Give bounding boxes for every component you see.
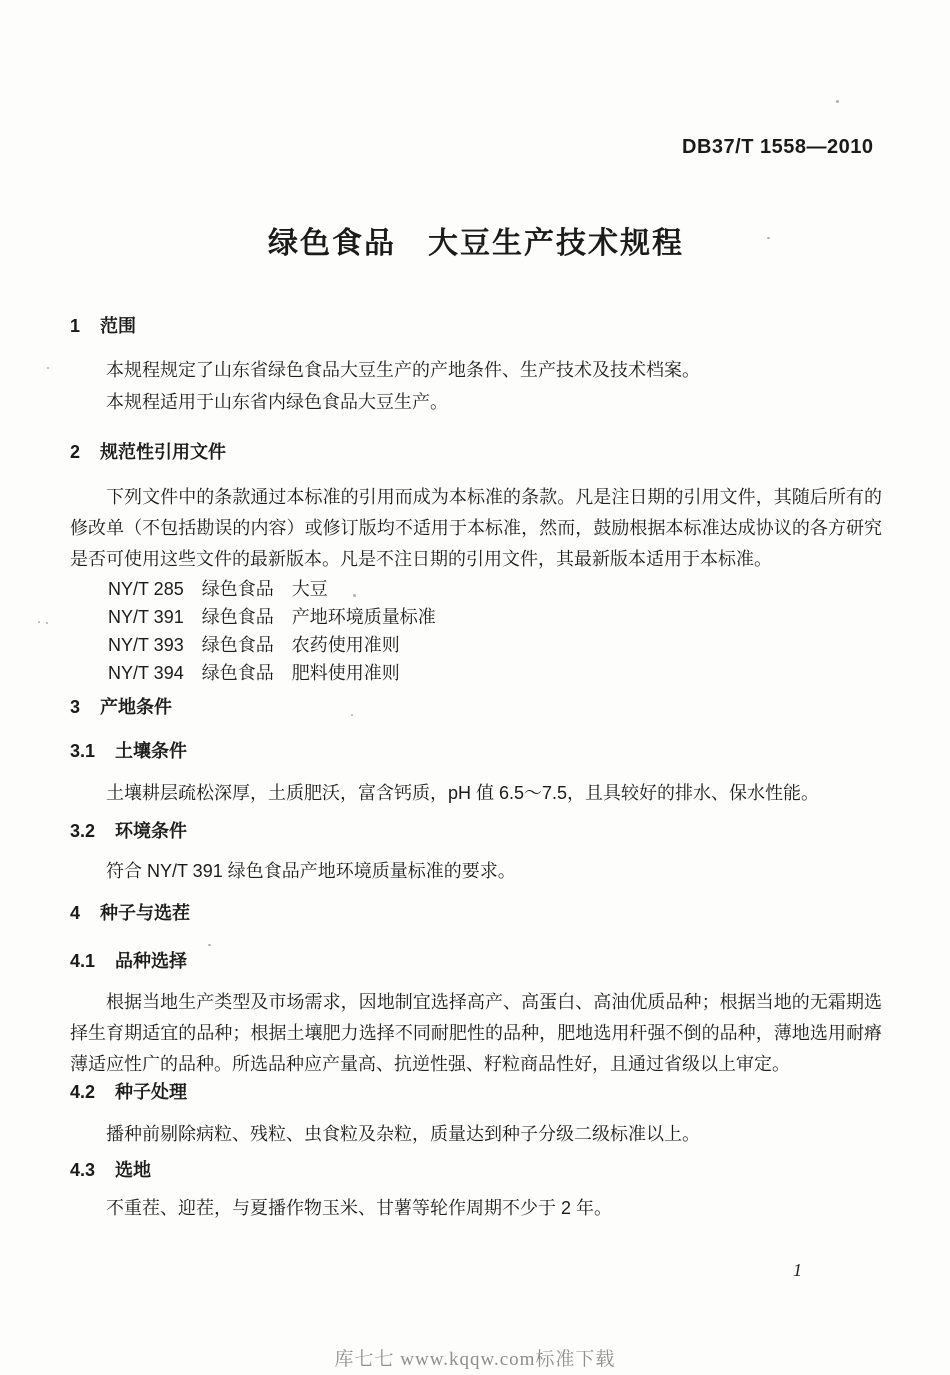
paragraph-normative-references: 下列文件中的条款通过本标准的引用而成为本标准的条款。凡是注日期的引用文件，其随后所有的修改单（不包括勘误的内容）或修订版均不适用于本标准，然而，鼓励根据本标准达成协议的各方研究是否可使用这些文件的最新版本。凡是不注日期的引用文件，其最新版本适用于本标准。 (70, 487, 882, 569)
reference-item: NY/T 393 绿色食品 农药使用准则 (108, 635, 400, 655)
page-number: 1 (793, 1260, 802, 1280)
section-label: 规范性引用文件 (100, 442, 227, 462)
section-heading-normative-references (70, 440, 882, 464)
subsection-number: 3.2 (70, 821, 96, 841)
subsection-heading-variety-selection (70, 949, 882, 973)
paragraph-seed-treatment: 播种前剔除病粒、残粒、虫食粒及杂粒，质量达到种子分级二级标准以上。 (106, 1124, 700, 1144)
section-number: 2 (70, 442, 81, 462)
subsection-heading-soil (70, 739, 882, 763)
paragraph-site-selection: 不重茬、迎茬，与夏播作物玉米、甘薯等轮作周期不少于 2 年。 (106, 1198, 613, 1218)
subsection-label: 环境条件 (115, 821, 188, 841)
section-number: 3 (70, 697, 81, 717)
subsection-label: 土壤条件 (115, 741, 188, 761)
scan-speck (353, 594, 356, 597)
reference-item: NY/T 285 绿色食品 大豆 (108, 579, 328, 599)
section-heading-seed-and-stubble (70, 901, 882, 925)
subsection-label: 品种选择 (115, 951, 188, 971)
section-label: 产地条件 (100, 697, 173, 717)
reference-item: NY/T 394 绿色食品 肥料使用准则 (108, 663, 400, 683)
subsection-number: 4.1 (70, 951, 96, 971)
reference-list (70, 575, 882, 687)
subsection-heading-site-selection (70, 1158, 882, 1182)
scan-speck (767, 237, 770, 239)
subsection-heading-seed-treatment (70, 1080, 882, 1104)
scan-speck (351, 714, 353, 716)
standard-code: DB37/T 1558—2010 (682, 136, 874, 158)
section-heading-production-area (70, 695, 882, 719)
scan-speck (46, 622, 48, 624)
scan-speck (47, 367, 49, 369)
section-number: 1 (70, 316, 81, 336)
subsection-number: 3.1 (70, 741, 96, 761)
document-content (70, 0, 882, 1224)
section-heading-scope (70, 314, 882, 338)
section-number: 4 (70, 903, 81, 923)
reference-item: NY/T 391 绿色食品 产地环境质量标准 (108, 607, 436, 627)
paragraph-environment: 符合 NY/T 391 绿色食品产地环境质量标准的要求。 (106, 861, 516, 881)
section-label: 范围 (100, 316, 137, 336)
document-title: 绿色食品 大豆生产技术规程 (268, 227, 684, 260)
subsection-number: 4.2 (70, 1082, 96, 1102)
section-label: 种子与选茬 (100, 903, 191, 923)
paragraph-scope-1: 本规程规定了山东省绿色食品大豆生产的产地条件、生产技术及技术档案。 (106, 360, 700, 380)
subsection-heading-environment (70, 819, 882, 843)
footer-watermark: 库七七 www.kqqw.com标准下载 (334, 1349, 616, 1370)
scan-speck (836, 100, 839, 103)
paragraph-variety-selection: 根据当地生产类型及市场需求，因地制宜选择高产、高蛋白、高油优质品种；根据当地的无霜期选择生育期适宜的品种；根据土壤肥力选择不同耐肥性的品种，肥地选用秆强不倒的品种，薄地选用耐瘠薄适应性广的品种。所选品种应产量高、抗逆性强、籽粒商品性好，且通过省级以上审定。 (70, 992, 882, 1074)
paragraph-soil: 土壤耕层疏松深厚，土质肥沃，富含钙质，pH 值 6.5～7.5，且具较好的排水、保水性能。 (106, 783, 820, 803)
subsection-label: 选地 (115, 1160, 152, 1180)
paragraph-scope-2: 本规程适用于山东省内绿色食品大豆生产。 (106, 392, 448, 412)
subsection-number: 4.3 (70, 1160, 96, 1180)
scan-speck (38, 621, 40, 623)
subsection-label: 种子处理 (115, 1082, 188, 1102)
scan-speck (208, 944, 211, 946)
